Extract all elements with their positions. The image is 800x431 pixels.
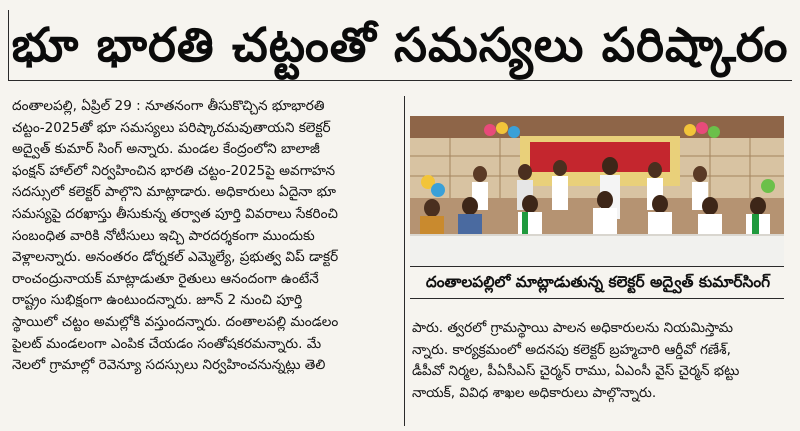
article-line: చట్టం-2025తో భూ సమస్యలు పరిష్కారమవుతాయని కలెక్టర్ [12,119,331,136]
article-line: న్నారు. కార్యక్రమంలో అదనపు కలెక్టర్ బ్రహ్మచారి ఆర్డీవో గణేశ్, [412,341,731,358]
event-photo-illustration [410,116,784,266]
article-line: రాష్ట్రం సుభిక్షంగా ఉంటుందన్నారు. జూన్ 2 నుంచి పూర్తి [12,292,303,309]
article-line: సంబంధిత వారికి నోటీసులు ఇచ్చి పారదర్శకంగా ముందుకు [12,227,315,244]
photo-caption-top-rule [410,266,784,267]
article-line: రాంచంద్రునాయక్ మాట్లాడుతూ రైతులు ఆనందంగా ఉంటేనే [12,270,319,287]
headline-underline [8,80,792,81]
article-line: ఫంక్షన్ హాల్‌లో నిర్వహించిన భారతి చట్టం-2025పై అవగాహన [12,162,335,179]
article-line: నాయక్, వివిధ శాఖల అధికారులు పాల్గొన్నారు. [412,384,657,401]
article-line: నెలలో గ్రామాల్లో రెవెన్యూ సదస్సులు నిర్వహించనున్నట్లు తెలి [12,357,326,374]
article-line: పైలట్ మండలంగా ఎంపిక చేయడం సంతోషకరమన్నారు. మే [12,335,322,352]
article-line: డీపీవో నిర్మల, పీఏసీఎస్ చైర్మన్ రాము, ఏఎంసీ వైస్ చైర్మన్ భట్టు [412,363,740,380]
photo-caption-bottom-rule [410,298,784,299]
article-body-left [12,96,402,377]
article-line: సదస్సులో కలెక్టర్ పాల్గొని మాట్లాడారు. అధికారులు ఏదైనా భూ [12,184,336,201]
article-line: వెళ్లాలన్నారు. అనంతరం డోర్నకల్ ఎమ్మెల్యే, ప్రభుత్వ విప్ డాక్టర్ [12,249,339,266]
column-divider [404,96,405,426]
article-line: సమస్యపై దరఖాస్తు తీసుకున్న తర్వాత పూర్తి వివరాలు సేకరించి [12,205,338,222]
page-headline: భూ భారతి చట్టంతో సమస్యలు పరిష్కారం [11,18,789,73]
article-line: పారు. త్వరలో గ్రామస్థాయి పాలన అధికారులను నియమిస్తామ [412,320,733,336]
article-line: స్థాయిలో చట్టం అమల్లోకి వస్తుందన్నారు. దంతాలపల్లి మండలం [12,313,339,330]
photo-caption: దంతాలపల్లిలో మాట్లాడుతున్న కలెక్టర్ అద్వైత్ కుమార్‌సింగ్ [425,273,771,291]
article-body-right [412,318,788,404]
article-line: అద్వైత్ కుమార్ సింగ్ అన్నారు. మండల కేంద్రంలోని బాలాజీ [12,141,320,158]
top-left-rule [8,10,9,80]
event-photo [410,116,784,266]
article-line: దంతాలపల్లి, ఏప్రిల్ 29 : నూతనంగా తీసుకొచ్చిన భూభారతి [12,98,325,114]
